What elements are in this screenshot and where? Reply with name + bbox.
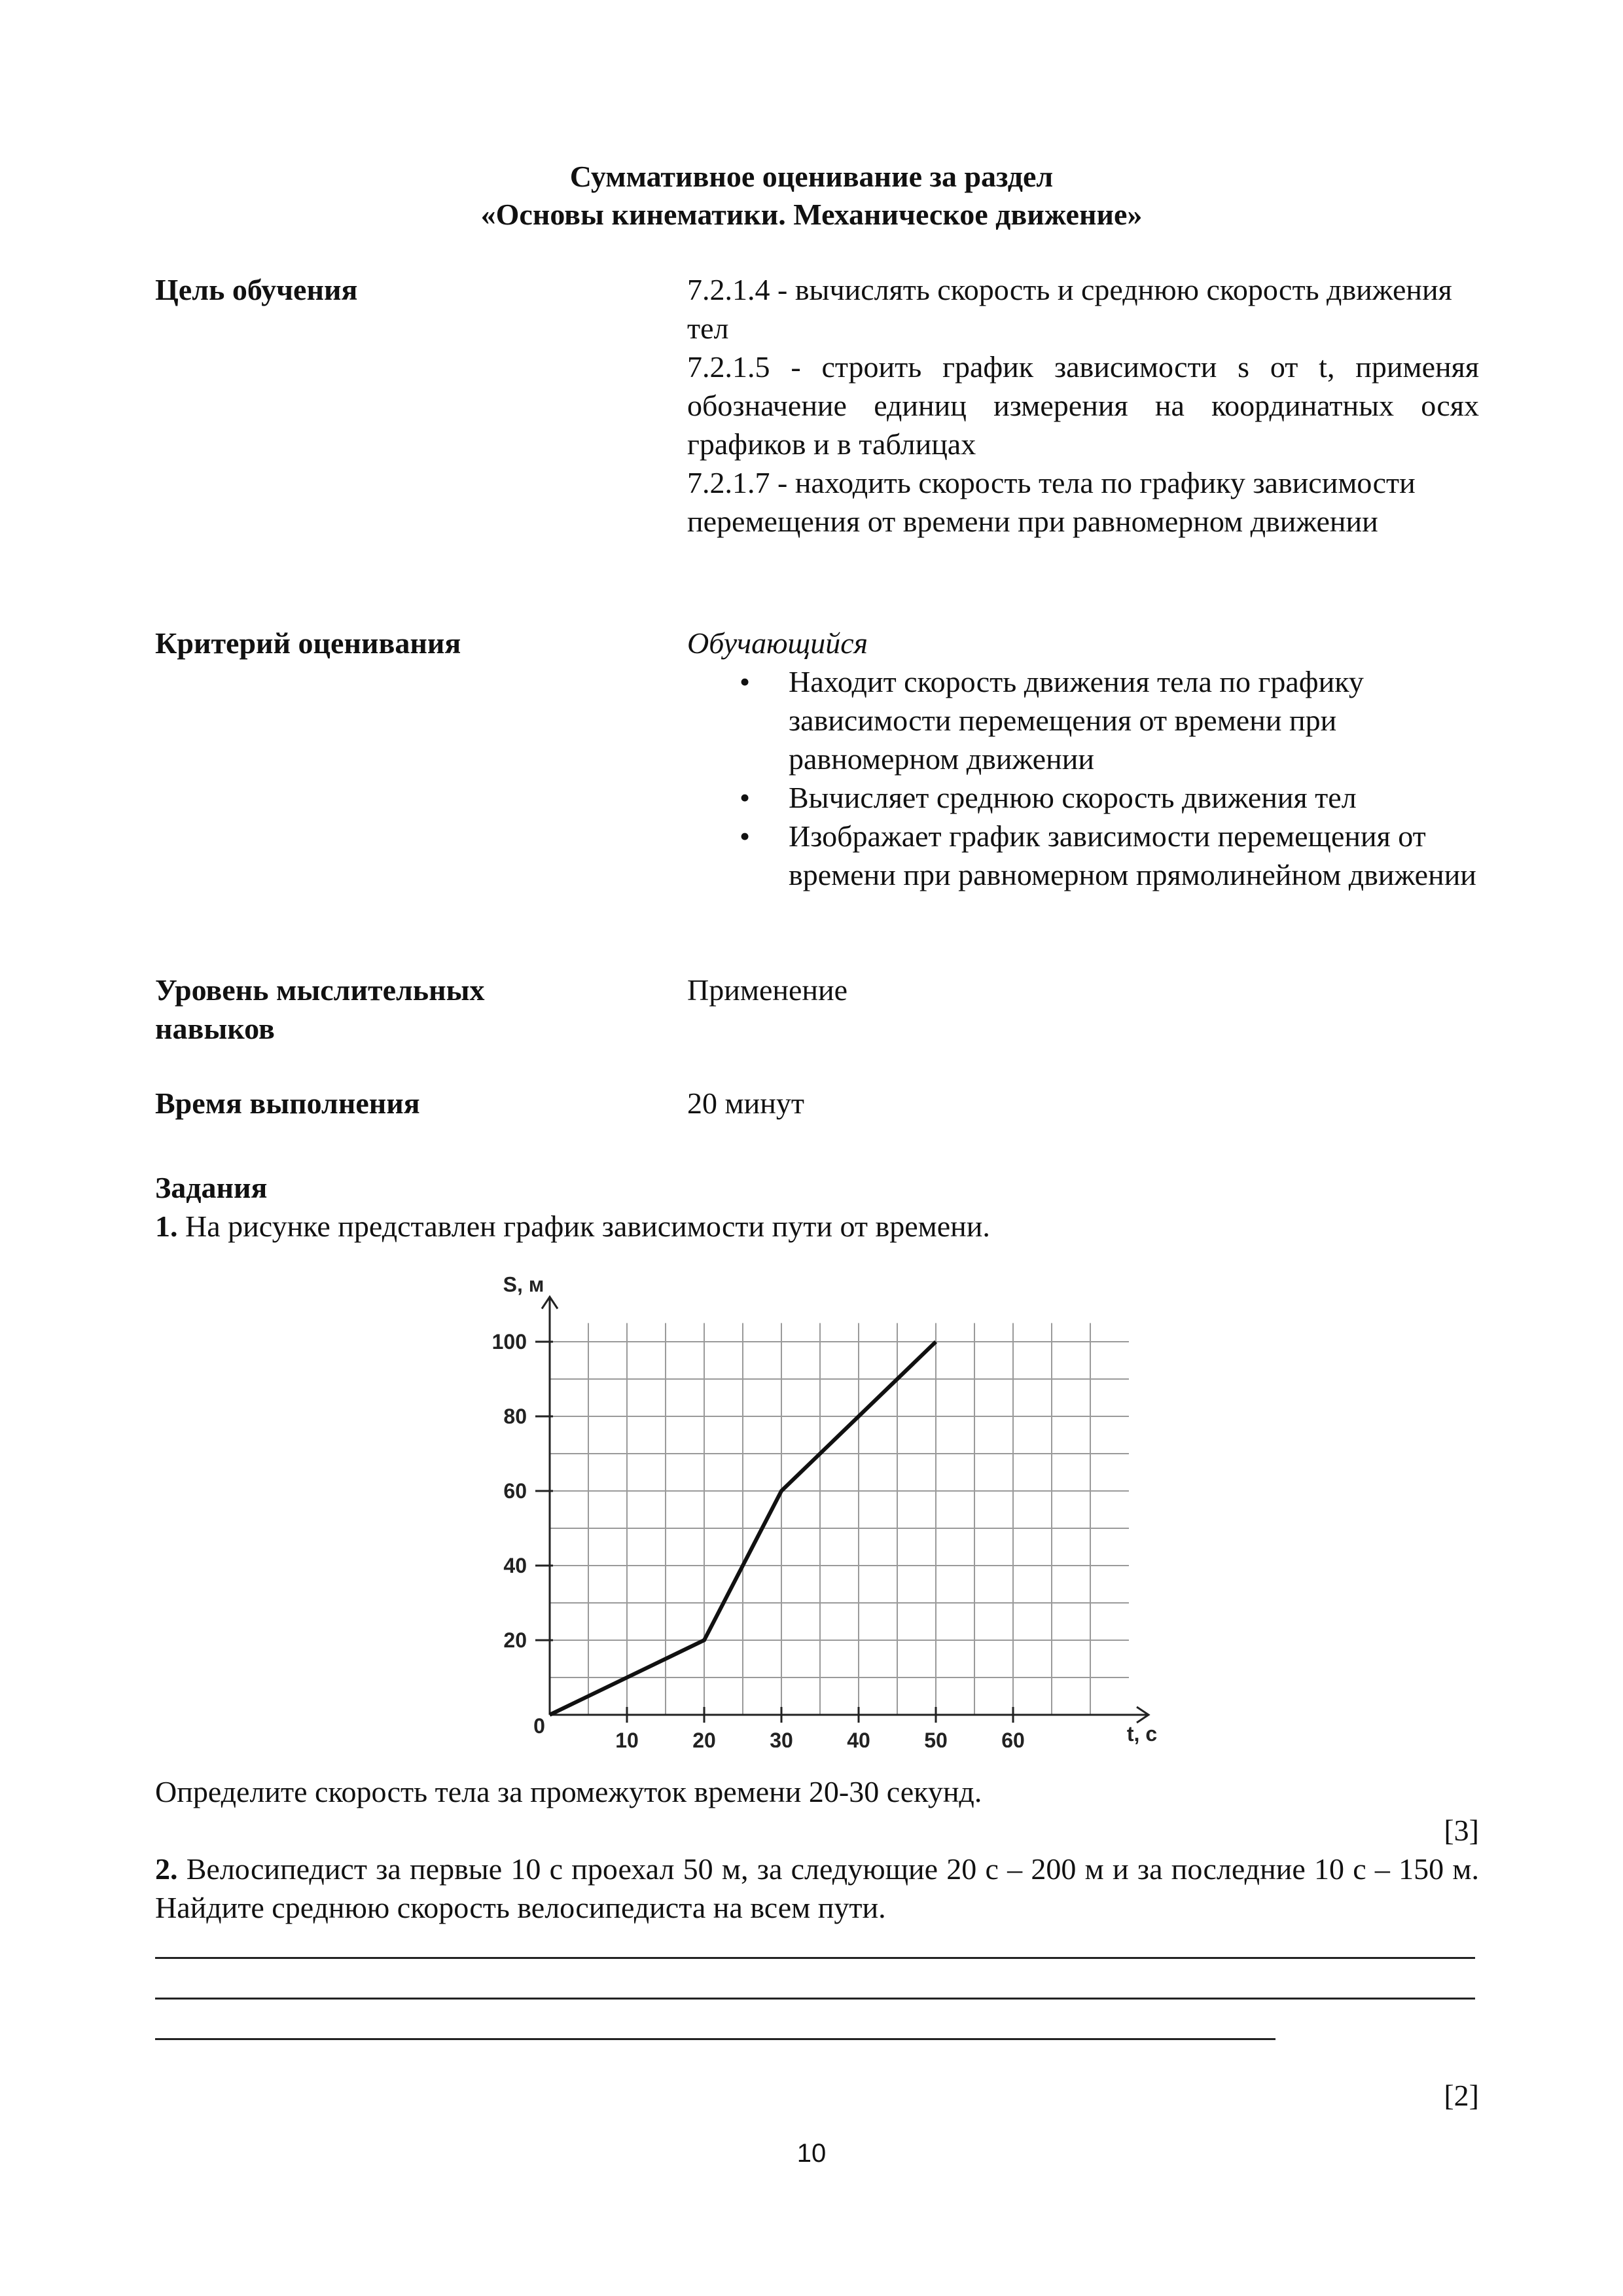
- y-tick-label: 40: [503, 1554, 527, 1577]
- skills-label: Уровень мыслительных навыков: [155, 973, 485, 1045]
- task1-text: На рисунке представлен график зависимости пути от времени.: [185, 1210, 990, 1243]
- y-tick-label: 60: [503, 1479, 527, 1503]
- tasks-heading: Задания: [155, 1171, 268, 1204]
- criteria-item: • Находит скорость движения тела по графику зависимости перемещения от времени при равномерном движении: [687, 662, 1479, 778]
- objectives-label: Цель обучения: [155, 273, 358, 306]
- time-value: 20 минут: [687, 1086, 804, 1120]
- criteria-list: [687, 662, 1479, 894]
- x-tick-label: 60: [1001, 1729, 1025, 1748]
- criteria-item: • Изображает график зависимости перемещения от времени при равномерном прямолинейном движении: [687, 817, 1479, 894]
- task2-score: [2]: [1444, 2079, 1479, 2112]
- y-tick-label: 100: [491, 1330, 527, 1354]
- skills-value: Применение: [687, 973, 848, 1007]
- task2-number: 2.: [155, 1852, 178, 1886]
- x-tick-label: 50: [924, 1729, 948, 1748]
- task1-number: 1.: [155, 1210, 178, 1243]
- objectives-list: [687, 270, 1479, 541]
- objective-item: 7.2.1.7 - находить скорость тела по графику зависимости перемещения от времени при равномерном движении: [687, 466, 1416, 538]
- page-number: 10: [796, 2139, 827, 2168]
- x-axis-label: t, c: [1126, 1722, 1158, 1746]
- time-label: Время выполнения: [155, 1086, 420, 1120]
- objective-item: 7.2.1.5 - строить график зависимости s от t, применяя обозначение единиц измерения на координатных осях графиков и в таблицах: [687, 350, 1479, 461]
- document-title-line1: Суммативное оценивание за раздел: [569, 160, 1054, 193]
- criteria-block: [687, 624, 1479, 894]
- chart-grid: [550, 1323, 1129, 1715]
- task1-question: Определите скорость тела за промежуток времени 20-30 секунд.: [155, 1775, 982, 1808]
- x-tick-label: 30: [770, 1729, 793, 1748]
- origin-label: 0: [533, 1714, 545, 1738]
- task2-text: Велосипедист за первые 10 с проехал 50 м, за следующие 20 с – 200 м и за последние 10 с – 150 м. Найдите среднюю скорость велосипедиста на всем пути.: [155, 1852, 1479, 1924]
- x-tick-label: 20: [692, 1729, 716, 1748]
- objective-item: 7.2.1.4 - вычислять скорость и среднюю скорость движения тел: [687, 273, 1452, 345]
- criteria-intro: Обучающийся: [687, 626, 868, 660]
- document-title-line2: «Основы кинематики. Механическое движение»: [480, 198, 1143, 231]
- y-tick-label: 80: [503, 1405, 527, 1428]
- answer-line: [155, 1957, 1475, 1959]
- y-tick-label: 20: [503, 1628, 527, 1652]
- answer-line: [155, 1998, 1475, 2000]
- criteria-label: Критерий оценивания: [155, 626, 461, 660]
- answer-line: [155, 2038, 1275, 2040]
- distance-time-chart: [458, 1276, 1178, 1748]
- x-tick-label: 10: [615, 1729, 639, 1748]
- task1-score: [3]: [1444, 1814, 1479, 1847]
- criteria-item: • Вычисляет среднюю скорость движения тел: [687, 778, 1479, 817]
- task1-statement: [155, 1207, 1479, 1246]
- y-axis-label: S, м: [503, 1276, 544, 1297]
- x-tick-label: 40: [847, 1729, 870, 1748]
- task2-statement: [155, 1850, 1479, 1927]
